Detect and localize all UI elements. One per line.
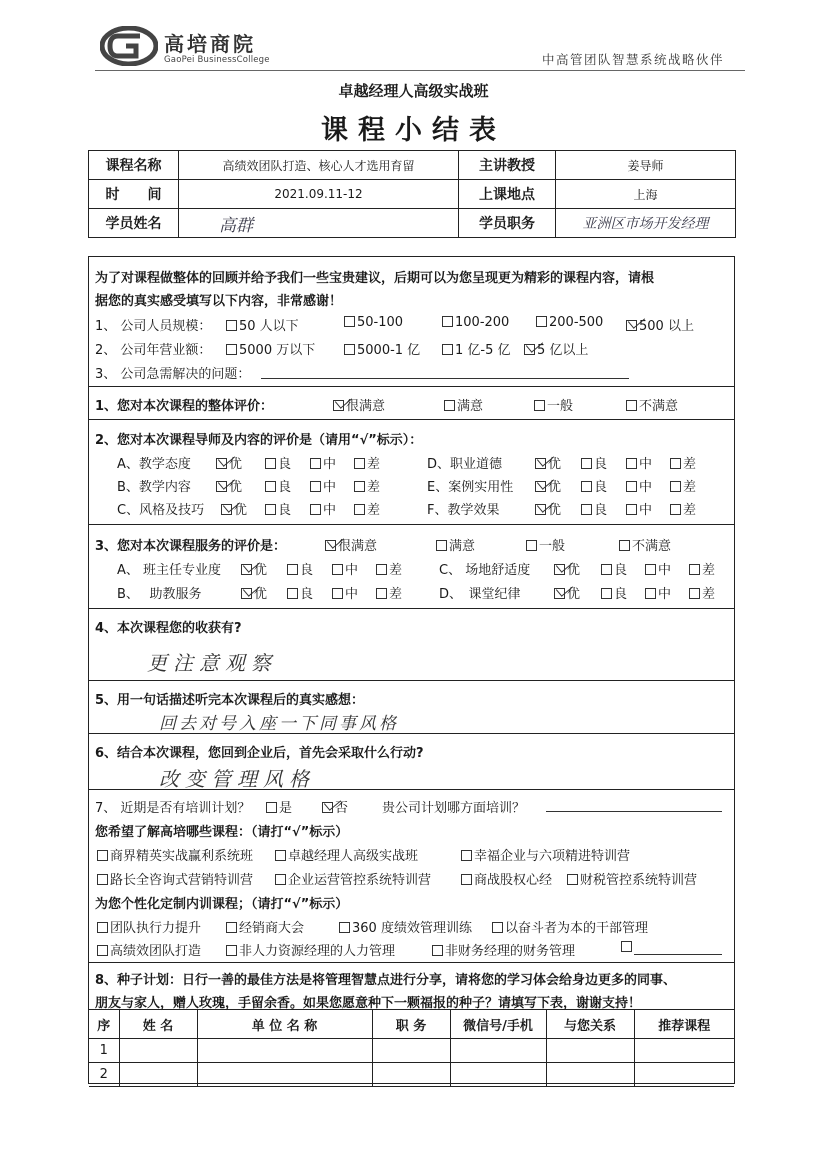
q2-option-3[interactable]: 5 亿以上 (524, 339, 588, 358)
ref-cell[interactable] (119, 1063, 197, 1087)
teacher-row-right-label: D、职业道德 (427, 457, 503, 472)
q1-option-3[interactable]: 200-500 (536, 315, 603, 330)
grade-option[interactable]: 良 (265, 476, 291, 495)
grade-option[interactable]: 良 (265, 499, 291, 518)
grade-option[interactable]: 优 (241, 559, 267, 578)
custom-option[interactable]: 非人力资源经理的人力管理 (226, 940, 395, 959)
grade-option[interactable]: 差 (354, 453, 380, 472)
grade-option[interactable]: 差 (354, 476, 380, 495)
checkbox[interactable] (444, 400, 455, 411)
divider (89, 680, 734, 681)
page-subtitle: 卓越经理人高级实战班 (338, 82, 489, 100)
name-value[interactable]: 高群 (179, 209, 459, 238)
referral-table (89, 1009, 734, 1087)
divider (89, 386, 734, 387)
grade-option[interactable]: 良 (601, 559, 627, 578)
checkbox-checked[interactable] (626, 320, 637, 331)
q7-yes[interactable]: 是 (266, 797, 292, 816)
q4-label: 4、本次课程您的收获有? (95, 621, 242, 636)
grade-option[interactable]: 优 (535, 499, 561, 518)
teacher-eval-label: 2、您对本次课程导师及内容的评价是（请用“√”标示）： (95, 433, 423, 448)
overall-option-0[interactable]: 很满意 (333, 395, 385, 414)
grade-option[interactable]: 中 (645, 559, 671, 578)
checkbox[interactable] (442, 316, 453, 327)
ref-row-index: 2 (89, 1063, 119, 1087)
table-row (89, 1063, 734, 1087)
grade-option[interactable]: 良 (287, 583, 313, 602)
service-eval-label: 3、您对本次课程服务的评价是： (95, 539, 287, 554)
course-info-table (88, 150, 736, 238)
q2-option-1[interactable]: 5000-1 亿 (344, 339, 420, 358)
grade-option[interactable]: 中 (310, 499, 336, 518)
divider (89, 789, 734, 790)
grade-option[interactable]: 中 (626, 476, 652, 495)
logo-cn-text: 高培商院 (164, 32, 256, 56)
teacher-label: 主讲教授 (459, 151, 556, 180)
service-row-left-label: B、 助教服务 (117, 587, 202, 602)
service-option-3[interactable]: 不满意 (619, 535, 671, 554)
grade-option[interactable]: 优 (554, 583, 580, 602)
position-label: 学员职务 (459, 209, 556, 238)
grade-option[interactable]: 中 (310, 453, 336, 472)
intro-line-2: 据您的真实感受填写以下内容，非常感谢！ (95, 294, 343, 309)
overall-option-3[interactable]: 不满意 (626, 395, 678, 414)
grade-option[interactable]: 优 (221, 499, 247, 518)
grade-option[interactable]: 中 (332, 583, 358, 602)
service-row-left-label: A、 班主任专业度 (117, 563, 222, 578)
grade-option[interactable]: 中 (626, 453, 652, 472)
grade-option[interactable]: 差 (689, 559, 715, 578)
checkbox[interactable] (626, 400, 637, 411)
checkbox[interactable] (344, 316, 355, 327)
course-option[interactable]: 商界精英实战赢利系统班 (97, 845, 253, 864)
custom-option[interactable]: 非财务经理的财务管理 (432, 940, 575, 959)
q1-label: 1、 公司人员规模： (95, 319, 212, 334)
divider (89, 733, 734, 734)
logo-en-text: GaoPei BusinessCollege (164, 55, 270, 65)
logo-mark-icon (100, 26, 158, 66)
course-option[interactable]: 路长全咨询式营销特训营 (97, 869, 253, 888)
ref-cell[interactable] (372, 1039, 450, 1063)
logo (100, 26, 290, 70)
checkbox[interactable] (226, 320, 237, 331)
custom-option[interactable]: 团队执行力提升 (97, 917, 201, 936)
grade-option[interactable]: 差 (670, 499, 696, 518)
q1-option-4[interactable]: 500 以上 (626, 315, 694, 334)
ref-cell[interactable] (197, 1039, 372, 1063)
ref-cell[interactable] (634, 1039, 734, 1063)
checkbox[interactable] (526, 540, 537, 551)
grade-option[interactable]: 良 (265, 453, 291, 472)
ref-header: 推荐课程 (634, 1010, 734, 1039)
custom-option[interactable]: 360 度绩效管理训练 (339, 917, 472, 936)
plan-answer-line[interactable] (546, 797, 722, 812)
grade-option[interactable]: 良 (581, 499, 607, 518)
grade-option[interactable]: 良 (287, 559, 313, 578)
ref-header: 单 位 名 称 (197, 1010, 372, 1039)
checkbox-checked[interactable] (333, 400, 344, 411)
ref-header: 职 务 (372, 1010, 450, 1039)
course-value: 高绩效团队打造、核心人才选用育留 (179, 151, 459, 180)
custom-option[interactable]: 高绩效团队打造 (97, 940, 201, 959)
teacher-row-left-label: C、风格及技巧 (117, 503, 205, 518)
ref-cell[interactable] (450, 1063, 546, 1087)
grade-option[interactable]: 中 (626, 499, 652, 518)
slogan: 中高管团队智慧系统战略伙伴 (542, 52, 725, 67)
grade-option[interactable]: 差 (689, 583, 715, 602)
grade-option[interactable]: 优 (216, 453, 242, 472)
grade-option[interactable]: 差 (670, 453, 696, 472)
q2-option-0[interactable]: 5000 万以下 (226, 339, 315, 358)
page-title: 课程小结表 (321, 115, 506, 146)
checkbox[interactable] (534, 400, 545, 411)
service-option-1[interactable]: 满意 (436, 535, 475, 554)
ref-row-index: 1 (89, 1039, 119, 1063)
grade-option[interactable]: 优 (216, 476, 242, 495)
service-option-2[interactable]: 一般 (526, 535, 565, 554)
checkbox[interactable] (442, 344, 453, 355)
course-option[interactable]: 财税管控系统特训营 (567, 869, 697, 888)
name-label: 学员姓名 (89, 209, 179, 238)
course-option[interactable]: 卓越经理人高级实战班 (275, 845, 418, 864)
q1-option-0[interactable]: 50 人以下 (226, 315, 299, 334)
time-value: 2021.09.11-12 (179, 180, 459, 209)
teacher-value: 姜导师 (556, 151, 736, 180)
grade-option[interactable]: 优 (241, 583, 267, 602)
header-divider (95, 70, 745, 71)
place-value: 上海 (556, 180, 736, 209)
grade-option[interactable]: 优 (535, 453, 561, 472)
course-option[interactable]: 幸福企业与六项精进特训营 (461, 845, 630, 864)
checkbox-checked[interactable] (325, 540, 336, 551)
service-row-right-label: D、 课堂纪律 (439, 587, 521, 602)
position-value[interactable]: 亚洲区市场开发经理 (556, 209, 736, 238)
ref-cell[interactable] (546, 1063, 634, 1087)
ref-cell[interactable] (372, 1063, 450, 1087)
custom-option[interactable]: 以奋斗者为本的干部管理 (492, 917, 648, 936)
checkbox[interactable] (619, 540, 630, 551)
grade-option[interactable]: 差 (376, 583, 402, 602)
divider (89, 962, 734, 963)
ref-cell[interactable] (634, 1063, 734, 1087)
custom-option[interactable]: 经销商大会 (226, 917, 304, 936)
ref-header: 微信号/手机 (450, 1010, 546, 1039)
ref-cell[interactable] (450, 1039, 546, 1063)
overall-label: 1、您对本次课程的整体评价： (95, 399, 274, 414)
overall-option-2[interactable]: 一般 (534, 395, 573, 414)
custom-label: 为您个性化定制内训课程；（请打“√”标示） (95, 897, 349, 912)
checkbox-checked[interactable] (322, 802, 333, 813)
ref-cell[interactable] (119, 1039, 197, 1063)
divider (89, 524, 734, 525)
time-label: 时 间 (89, 180, 179, 209)
questionnaire (88, 256, 735, 1084)
q7-label: 7、 近期是否有培训计划？ (95, 801, 251, 816)
q1-option-2[interactable]: 100-200 (442, 315, 509, 330)
q5-label: 5、用一句话描述听完本次课程后的真实感想： (95, 693, 365, 708)
grade-option[interactable]: 中 (332, 559, 358, 578)
ref-cell[interactable] (197, 1063, 372, 1087)
teacher-row-right-label: E、案例实用性 (427, 480, 514, 495)
divider (89, 419, 734, 420)
wish-label: 您希望了解高培哪些课程：（请打“√”标示） (95, 825, 349, 840)
checkbox[interactable] (344, 344, 355, 355)
teacher-row-left-label: A、教学态度 (117, 457, 191, 472)
q3-label: 3、 公司急需解决的问题： (95, 367, 251, 382)
q6-label: 6、结合本次课程，您回到企业后，首先会采取什么行动? (95, 746, 424, 761)
q7-no[interactable]: 否 (322, 797, 348, 816)
grade-option[interactable]: 中 (310, 476, 336, 495)
grade-option[interactable]: 差 (376, 559, 402, 578)
ref-header: 姓 名 (119, 1010, 197, 1039)
overall-option-1[interactable]: 满意 (444, 395, 483, 414)
q2-option-2[interactable]: 1 亿-5 亿 (442, 339, 511, 358)
service-option-0[interactable]: 很满意 (325, 535, 377, 554)
custom-other-option[interactable] (621, 940, 722, 955)
teacher-row-left-label: B、教学内容 (117, 480, 191, 495)
course-label: 课程名称 (89, 151, 179, 180)
checkbox-checked[interactable] (524, 344, 535, 355)
q2-label: 2、 公司年营业额： (95, 343, 212, 358)
teacher-row-right-label: F、教学效果 (427, 503, 500, 518)
checkbox[interactable] (536, 316, 547, 327)
grade-option[interactable]: 良 (601, 583, 627, 602)
table-row (89, 1039, 734, 1063)
service-row-right-label: C、 场地舒适度 (439, 563, 531, 578)
place-label: 上课地点 (459, 180, 556, 209)
grade-option[interactable]: 优 (535, 476, 561, 495)
grade-option[interactable]: 优 (554, 559, 580, 578)
checkbox[interactable] (436, 540, 447, 551)
q4-answer[interactable]: 更注意观察 (147, 651, 277, 675)
checkbox[interactable] (226, 344, 237, 355)
q1-option-1[interactable]: 50-100 (344, 315, 403, 330)
grade-option[interactable]: 中 (645, 583, 671, 602)
ref-header: 序 (89, 1010, 119, 1039)
q3-answer-line[interactable] (261, 363, 629, 379)
grade-option[interactable]: 良 (581, 453, 607, 472)
seed-line-2: 朋友与家人，赠人玫瑰，手留余香。如果您愿意种下一颗福报的种子？请填写下表，谢谢支持！ (95, 996, 642, 1011)
ref-cell[interactable] (546, 1039, 634, 1063)
q5-answer[interactable]: 回去对号入座一下同事风格 (159, 714, 399, 734)
grade-option[interactable]: 差 (354, 499, 380, 518)
grade-option[interactable]: 差 (670, 476, 696, 495)
divider (89, 608, 734, 609)
seed-line-1: 8、种子计划：日行一善的最佳方法是将管理智慧点进行分享，请将您的学习体会给身边更多的同事、 (95, 973, 677, 988)
ref-header: 与您关系 (546, 1010, 634, 1039)
grade-option[interactable]: 良 (581, 476, 607, 495)
intro-line-1: 为了对课程做整体的回顾并给予我们一些宝贵建议，后期可以为您呈现更为精彩的课程内容，请根 (95, 271, 655, 286)
q6-answer[interactable]: 改变管理风格 (159, 767, 315, 791)
checkbox[interactable] (266, 802, 277, 813)
course-option[interactable]: 商战股权心经 (461, 869, 552, 888)
plan-label: 贵公司计划哪方面培训？ (382, 801, 526, 816)
course-option[interactable]: 企业运营管控系统特训营 (275, 869, 431, 888)
